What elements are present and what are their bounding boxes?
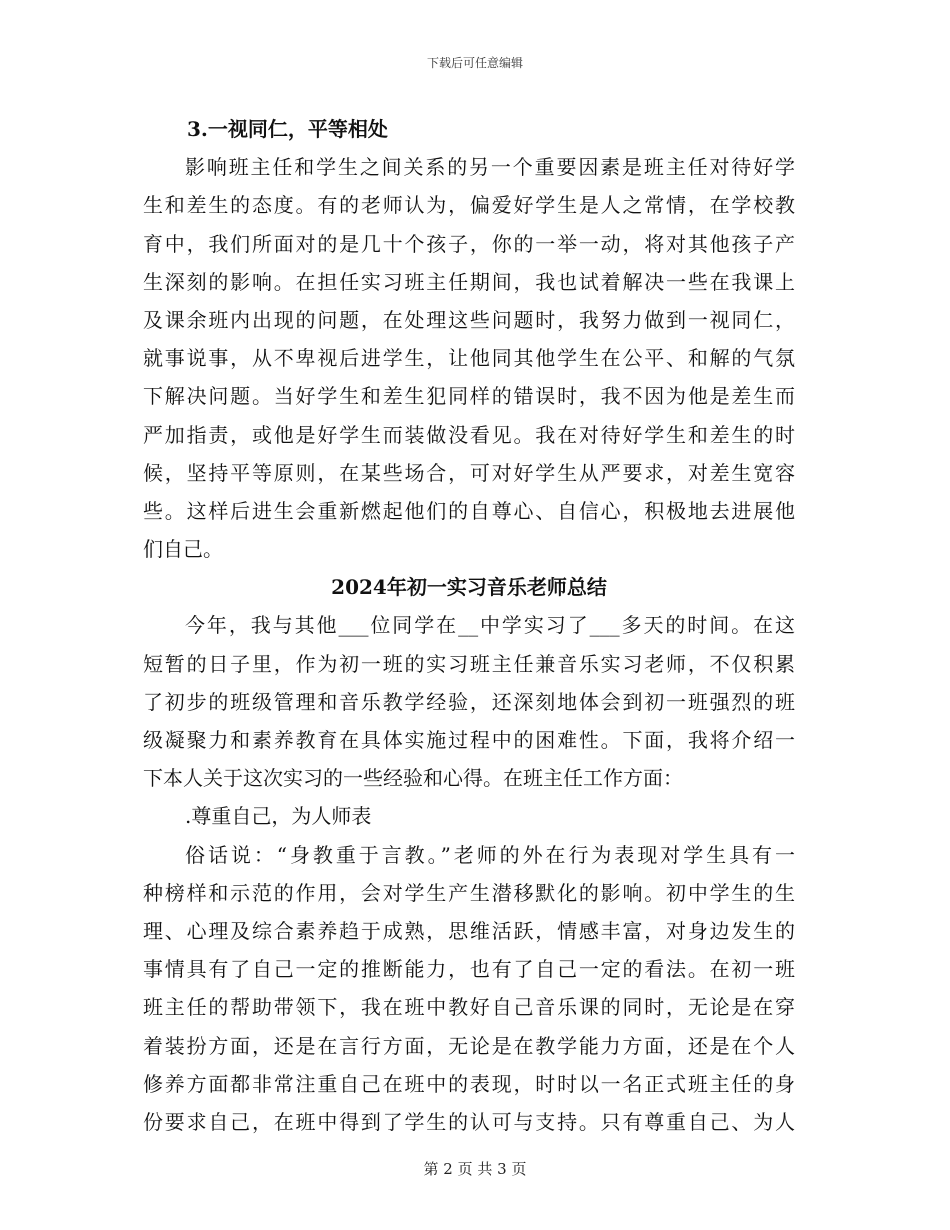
section-heading: 3.一视同仁，平等相处 bbox=[187, 117, 388, 141]
paragraph-line: 份要求自己，在班中得到了学生的认可与支持。只有尊重自己、为人 bbox=[143, 1109, 795, 1134]
paragraph-line: 下解决问题。当好学生和差生犯同样的错误时，我不因为他是差生而 bbox=[143, 384, 795, 409]
paragraph-line: 理、心理及综合素养趋于成熟，思维活跃，情感丰富，对身边发生的 bbox=[143, 918, 795, 943]
paragraph-line: 严加指责，或他是好学生而装做没看见。我在对待好学生和差生的时 bbox=[143, 422, 795, 447]
page-footer: 第 2 页 共 3 页 bbox=[423, 1160, 527, 1178]
paragraph-line: 种榜样和示范的作用，会对学生产生潜移默化的影响。初中学生的生 bbox=[143, 880, 795, 905]
paragraph-line: 下本人关于这次实习的一些经验和心得。在班主任工作方面： bbox=[143, 766, 683, 791]
paragraph-line: 就事说事，从不卑视后进学生，让他同其他学生在公平、和解的气氛 bbox=[143, 346, 795, 371]
paragraph-line: 们自己。 bbox=[143, 537, 223, 562]
paragraph-line: 着装扮方面，还是在言行方面，无论是在教学能力方面，还是在个人 bbox=[143, 1033, 795, 1058]
paragraph-line: 今年，我与其他___位同学在__中学实习了___多天的时间。在这 bbox=[185, 613, 795, 638]
paragraph-line: 俗话说：“身教重于言教。”老师的外在行为表现对学生具有一 bbox=[185, 842, 795, 867]
paragraph-line: 事情具有了自己一定的推断能力，也有了自己一定的看法。在初一班 bbox=[143, 957, 795, 982]
paragraph-line: 生和差生的态度。有的老师认为，偏爱好学生是人之常情，在学校教 bbox=[143, 193, 795, 218]
paragraph-line: 级凝聚力和素养教育在具体实施过程中的困难性。下面，我将介绍一 bbox=[143, 728, 795, 752]
paragraph-line: 些。这样后进生会重新燃起他们的自尊心、自信心，积极地去进展他 bbox=[143, 498, 795, 523]
paragraph-line: 修养方面都非常注重自己在班中的表现，时时以一名正式班主任的身 bbox=[143, 1071, 795, 1096]
article-title: 2024年初一实习音乐老师总结 bbox=[331, 575, 607, 600]
paragraph-line: 育中，我们所面对的是几十个孩子，你的一举一动，将对其他孩子产 bbox=[143, 231, 795, 256]
paragraph-line: 短暂的日子里，作为初一班的实习班主任兼音乐实习老师，不仅积累 bbox=[143, 651, 795, 676]
paragraph-line: 候，坚持平等原则，在某些场合，可对好学生从严要求，对差生宽容 bbox=[143, 460, 795, 485]
paragraph-line: 班主任的帮助带领下，我在班中教好自己音乐课的同时，无论是在穿 bbox=[143, 995, 795, 1020]
page-header: 下载后可任意编辑 bbox=[426, 56, 523, 70]
paragraph-line: 及课余班内出现的问题，在处理这些问题时，我努力做到一视同仁， bbox=[143, 307, 795, 332]
document-body bbox=[143, 110, 795, 1141]
paragraph-line: 生深刻的影响。在担任实习班主任期间，我也试着解决一些在我课上 bbox=[143, 269, 795, 294]
subheading: .尊重自己，为人师表 bbox=[185, 804, 372, 829]
paragraph-line: 了初步的班级管理和音乐教学经验，还深刻地体会到初一班强烈的班 bbox=[143, 689, 795, 714]
paragraph-line: 影响班主任和学生之间关系的另一个重要因素是班主任对待好学 bbox=[185, 155, 795, 180]
